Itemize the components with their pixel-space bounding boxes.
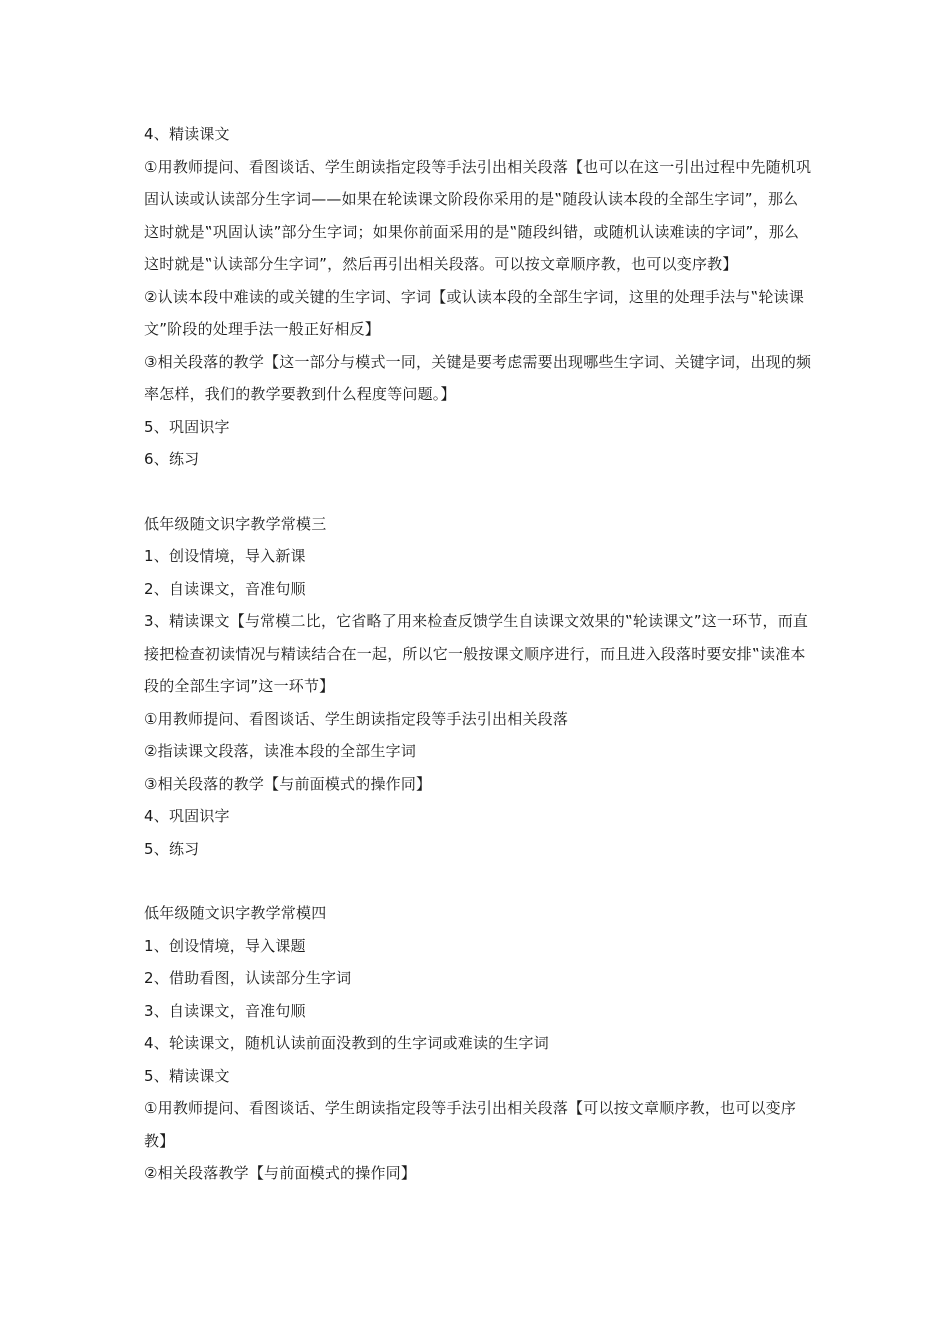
paragraph: ②相关段落教学【与前面模式的操作同】 bbox=[144, 1164, 417, 1182]
step-heading: 5、精读课文 bbox=[144, 1066, 230, 1085]
paragraph: ②指读课文段落，读准本段的全部生字词 bbox=[144, 742, 417, 760]
step-heading: 1、创设情境，导入课题 bbox=[144, 936, 306, 955]
step-heading: 6、练习 bbox=[144, 450, 200, 468]
section-spacer bbox=[144, 476, 812, 508]
step-heading: 5、巩固识字 bbox=[144, 417, 230, 436]
step-heading: 4、精读课文 bbox=[144, 125, 230, 143]
section-title: 低年级随文识字教学常模四 bbox=[144, 904, 327, 922]
paragraph: ①用教师提问、看图谈话、学生朗读指定段等手法引出相关段落【也可以在这一引出过程中先随机巩固认读或认读部分生字词——如果在轮读课文阶段你采用的是‟随段认读本段的全部生字词”，那么这时就是‟巩固认读”部分生字词；如果你前面采用的是‟随段纠错，或随机认读难读的字词”，那么这时就是‟认读部分生字词”，然后再引出相关段落。可以按文章顺序教，也可以变序教】 bbox=[144, 157, 812, 273]
step-heading: 2、自读课文，音准句顺 bbox=[144, 579, 306, 598]
paragraph: 3、精读课文【与常模二比，它省略了用来检查反馈学生自读课文效果的‟轮读课文”这一环节，而直接把检查初读情况与精读结合在一起，所以它一般按课文顺序进行，而且进入段落时要安排‟读准本段的全部生字词”这一环节】 bbox=[144, 612, 809, 695]
section-spacer bbox=[144, 865, 812, 897]
step-heading: 4、巩固识字 bbox=[144, 807, 230, 825]
step-heading: 2、借助看图，认读部分生字词 bbox=[144, 969, 352, 987]
step-heading: 5、练习 bbox=[144, 839, 200, 858]
paragraph: ①用教师提问、看图谈话、学生朗读指定段等手法引出相关段落【可以按文章顺序教，也可以变序教】 bbox=[144, 1099, 797, 1150]
step-heading: 4、轮读课文，随机认读前面没教到的生字词或难读的生字词 bbox=[144, 1034, 549, 1052]
paragraph: ②认读本段中难读的或关键的生字词、字词【或认读本段的全部生字词，这里的处理手法与‟轮读课文”阶段的处理手法一般正好相反】 bbox=[144, 287, 805, 338]
step-heading: 1、创设情境，导入新课 bbox=[144, 547, 306, 565]
paragraph: ①用教师提问、看图谈话、学生朗读指定段等手法引出相关段落 bbox=[144, 709, 569, 728]
paragraph: ③相关段落的教学【与前面模式的操作同】 bbox=[144, 774, 432, 793]
section-title: 低年级随文识字教学常模三 bbox=[144, 514, 327, 533]
step-heading: 3、自读课文，音准句顺 bbox=[144, 1001, 306, 1020]
paragraph: ③相关段落的教学【这一部分与模式一同，关键是要考虑需要出现哪些生字词、关键字词，出现的频率怎样，我们的教学要教到什么程度等问题。】 bbox=[144, 352, 812, 403]
document-body bbox=[144, 118, 812, 1190]
